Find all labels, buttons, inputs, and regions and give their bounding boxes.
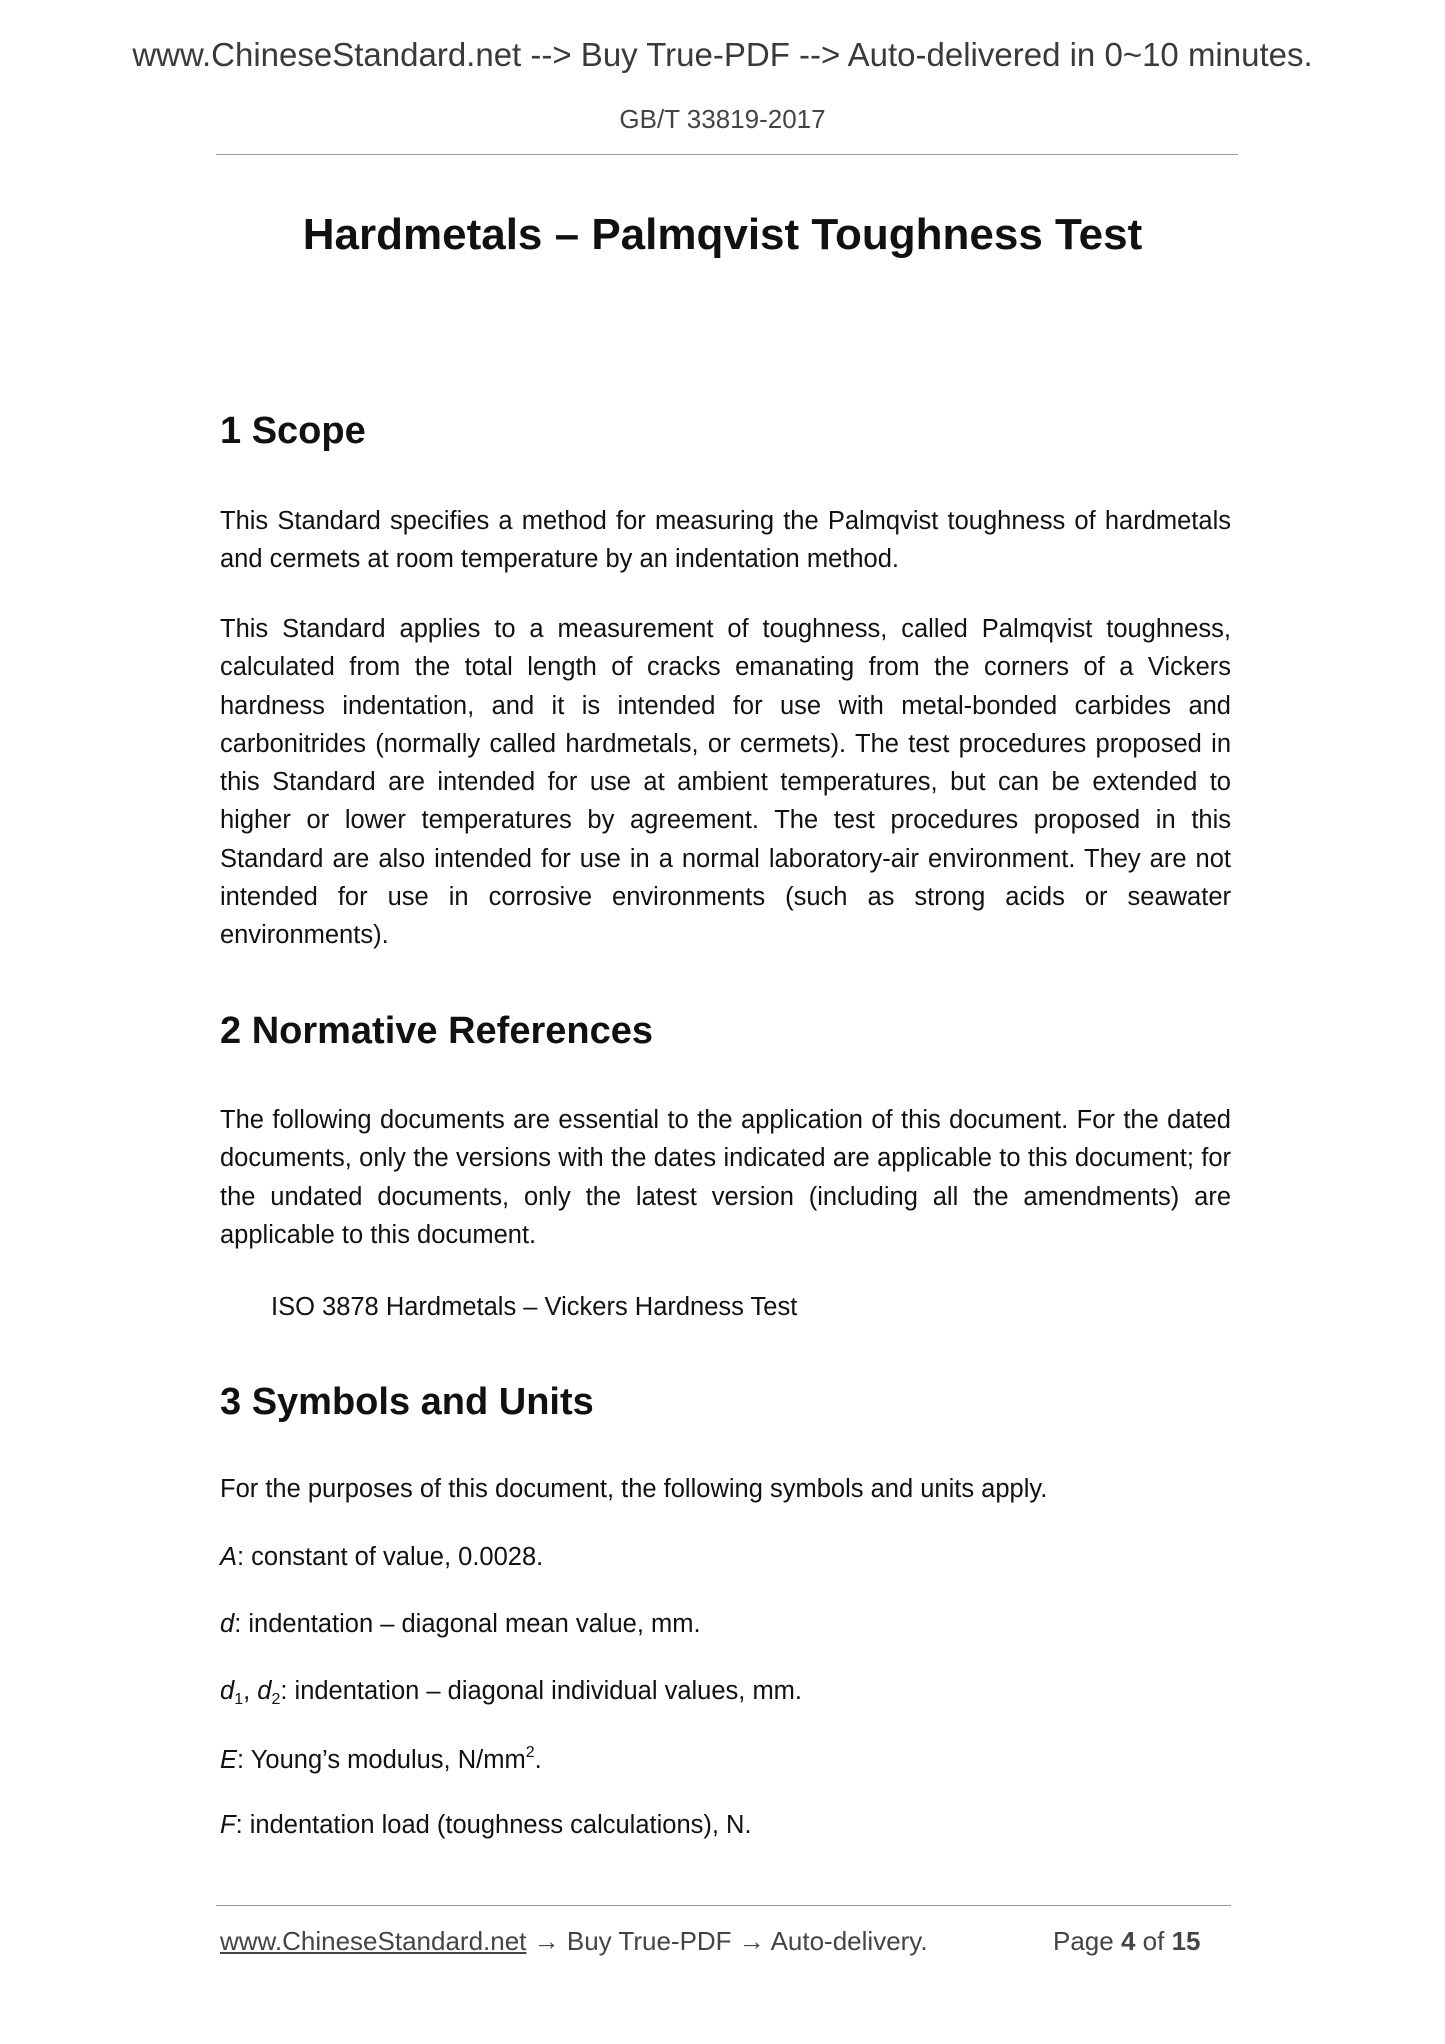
of-label: of	[1142, 1926, 1165, 1956]
symbols-intro: For the purposes of this document, the following symbols and units apply.	[220, 1475, 1048, 1503]
symbol-d1-d2-definition: : indentation – diagonal individual values, mm.	[280, 1677, 803, 1705]
symbol-e-definition: : Young’s modulus, N/mm	[237, 1746, 526, 1774]
symbol-d1-subscript: 1	[234, 1691, 244, 1708]
section-heading-normative-references: 2 Normative References	[220, 1010, 653, 1052]
scope-paragraph-2: This Standard applies to a measurement of toughness, called Palmqvist toughness, calculated from the total length of cracks emanating from the corners of a Vickers hardness indentation, and it is intended for use with metal-bonded carbides and carbonitrides (normally called hardmetals, or cermets). The test procedures proposed in this Standard are intended for use at ambient temperatures, but can be extended to higher or lower temperatures by agreement. The test procedures proposed in this Standard are also intended for use in a normal laboratory-air environment. They are not intended for use in corrosive environments (such as strong acids or seawater environments).	[220, 615, 1231, 950]
top-banner: www.ChineseStandard.net --> Buy True-PDF --> Auto-delivered in 0~10 minutes.	[132, 36, 1313, 73]
symbol-a: A	[220, 1543, 238, 1571]
symbol-f-definition: : indentation load (toughness calculations), N.	[235, 1811, 752, 1839]
unit-superscript: 2	[525, 1744, 535, 1761]
total-pages-number: 15	[1171, 1926, 1201, 1956]
section-heading-symbols-units: 3 Symbols and Units	[220, 1381, 594, 1423]
symbol-e-period: .	[534, 1746, 542, 1774]
symbol-f: F	[220, 1811, 236, 1839]
symbol-e: E	[220, 1746, 238, 1774]
reference-item-iso-3878: ISO 3878 Hardmetals – Vickers Hardness Test	[271, 1293, 798, 1321]
footer-divider	[216, 1905, 1231, 1906]
symbol-d2-subscript: 2	[271, 1691, 281, 1708]
symbol-entry-d	[220, 1610, 701, 1639]
footer-promo	[220, 1926, 928, 1957]
symbol-entry-f	[220, 1811, 752, 1840]
current-page-number: 4	[1120, 1926, 1136, 1956]
page-indicator	[1053, 1926, 1201, 1957]
standard-number: GB/T 33819-2017	[619, 104, 826, 134]
symbol-d: d	[220, 1610, 235, 1638]
page-label: Page	[1053, 1926, 1114, 1956]
symbol-d2: d	[257, 1677, 272, 1705]
symbol-separator: ,	[243, 1677, 258, 1705]
symbol-entry-e	[220, 1744, 542, 1775]
symbol-entry-d1-d2	[220, 1677, 802, 1709]
symbol-entry-a	[220, 1543, 543, 1572]
symbol-d-definition: : indentation – diagonal mean value, mm.	[234, 1610, 701, 1638]
section-heading-scope: 1 Scope	[220, 410, 366, 452]
footer-promo-text: → Buy True-PDF → Auto-delivery.	[526, 1926, 928, 1956]
symbol-d1: d	[220, 1677, 235, 1705]
header-divider	[216, 154, 1238, 155]
references-paragraph: The following documents are essential to the application of this document. For the dated documents, only the versions with the dates indicated are applicable to this document; for the undated documents, only the latest version (including all the amendments) are applicable to this document.	[220, 1106, 1231, 1249]
symbol-a-definition: : constant of value, 0.0028.	[237, 1543, 544, 1571]
document-title: Hardmetals – Palmqvist Toughness Test	[302, 210, 1143, 259]
footer-website-link[interactable]: www.ChineseStandard.net	[220, 1926, 527, 1956]
scope-paragraph-1: This Standard specifies a method for measuring the Palmqvist toughness of hardmetals and cermets at room temperature by an indentation method.	[220, 507, 1231, 574]
